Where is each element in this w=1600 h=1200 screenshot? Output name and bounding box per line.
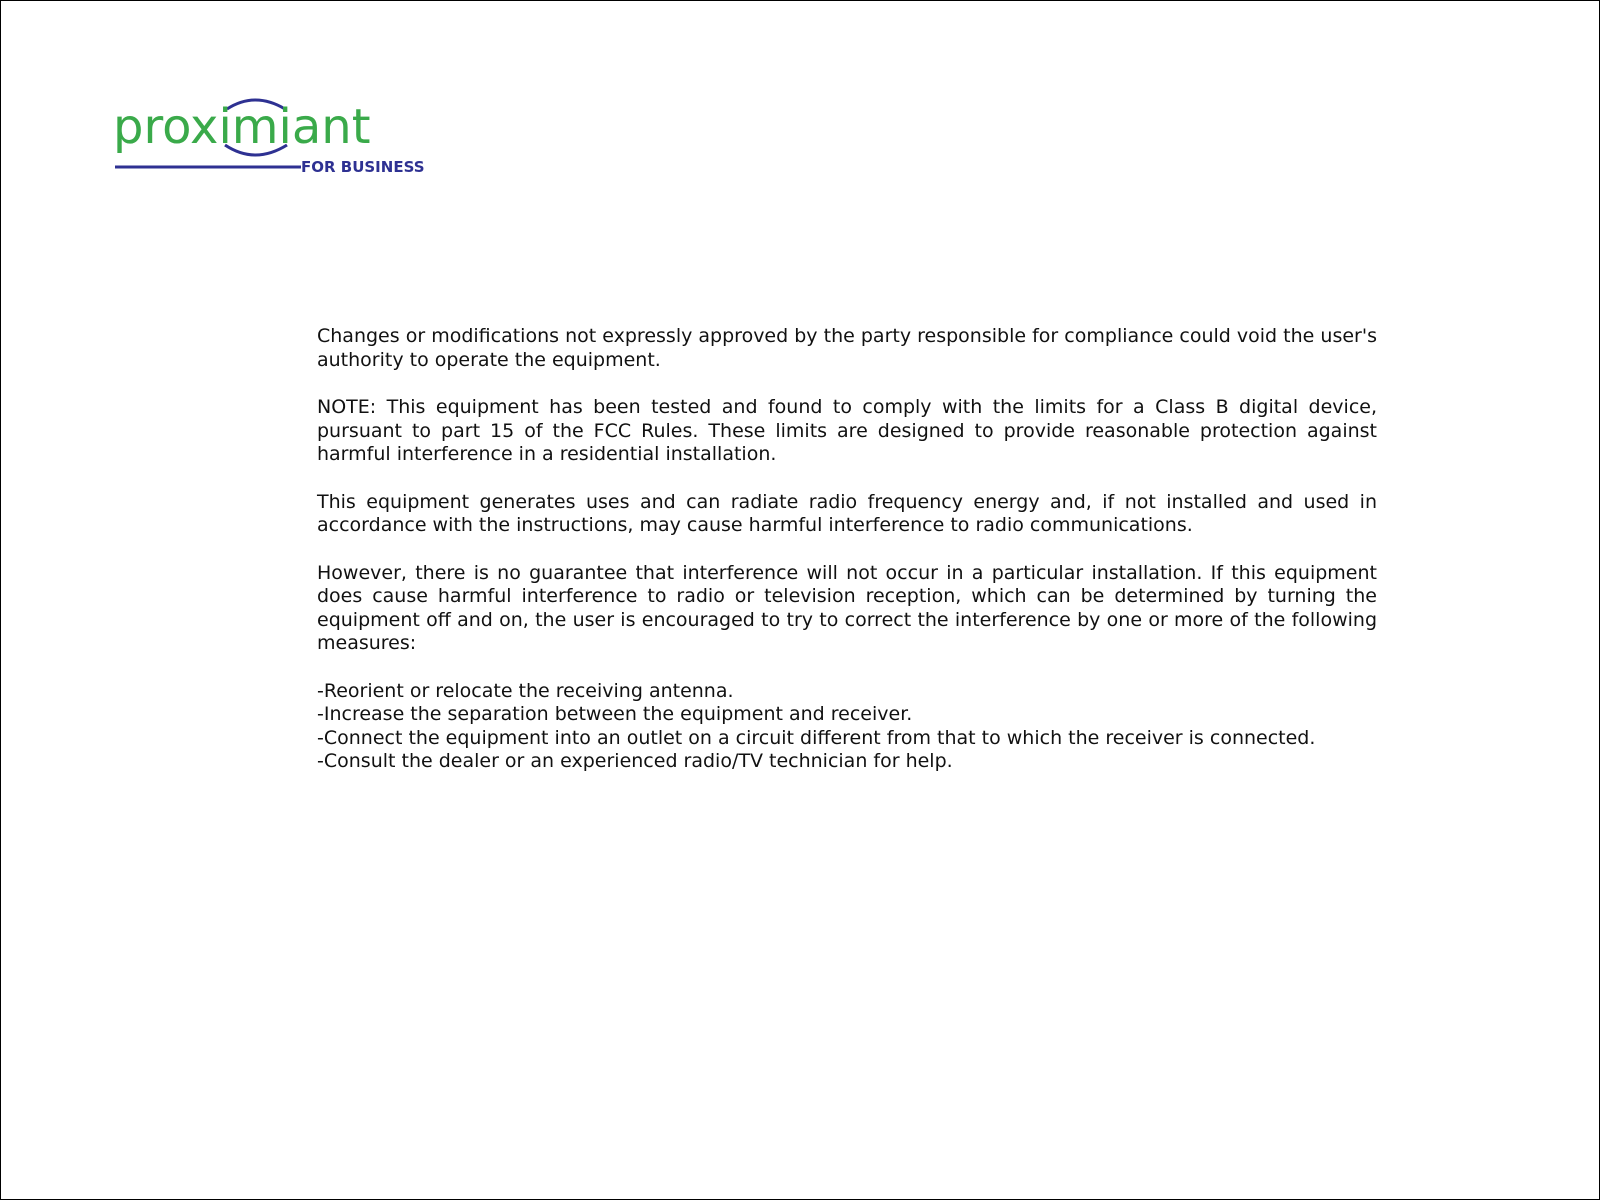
proximiant-logo	[109, 89, 429, 185]
logo-wordmark: proximiant	[113, 99, 371, 155]
list-item: -Reorient or relocate the receiving antenna.	[317, 679, 734, 702]
notice-paragraph-rf-energy: This equipment generates uses and can radiate radio frequency energy and, if not installed and used in accordance with the instructions, may cause harmful interference to radio communications.	[317, 490, 1377, 536]
notice-paragraph-no-guarantee: However, there is no guarantee that interference will not occur in a particular installation. If this equipment does cause harmful interference to radio or television reception, which can be determined by turning the equipment off and on, the user is encouraged to try to correct the interference by one or more of the following measures:	[317, 561, 1377, 654]
proximiant-logo-graphic	[109, 89, 429, 185]
notice-paragraph-class-b: NOTE: This equipment has been tested and found to comply with the limits for a Class B digital device, pursuant to part 15 of the FCC Rules. These limits are designed to provide reasonable protection against harmful interference in a residential installation.	[317, 396, 1377, 465]
notice-paragraph-modifications: Changes or modifications not expressly approved by the party responsible for compliance could void the user's authority to operate the equipment.	[317, 325, 1377, 371]
list-item: -Consult the dealer or an experienced radio/TV technician for help.	[317, 750, 953, 772]
logo-tagline: FOR BUSINESS	[301, 158, 425, 176]
list-item: -Connect the equipment into an outlet on a circuit different from that to which the receiver is connected.	[317, 726, 1316, 749]
list-item: -Increase the separation between the equipment and receiver.	[317, 703, 913, 725]
measures-list	[317, 680, 1377, 774]
fcc-compliance-notice	[317, 325, 1377, 774]
